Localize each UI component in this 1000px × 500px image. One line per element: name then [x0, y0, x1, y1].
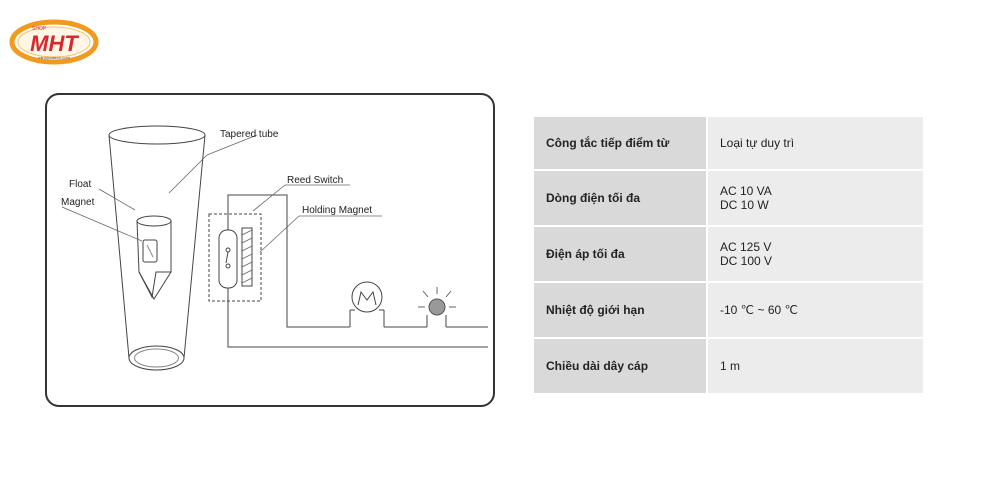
reed-switch-box: [209, 214, 261, 301]
label-holding-magnet: Holding Magnet: [302, 205, 373, 216]
reed-switch: [219, 230, 237, 288]
spec-value: -10 ℃ ~ 60 ℃: [706, 283, 923, 337]
logo-url-text: minhhoatech.com: [38, 55, 70, 60]
label-tapered-tube: Tapered tube: [220, 129, 279, 140]
spec-value: AC 10 VA DC 10 W: [706, 171, 923, 225]
table-row: [534, 227, 923, 281]
label-float: Float: [69, 179, 92, 190]
motor-symbol: [350, 282, 384, 327]
table-row: [534, 283, 923, 337]
spec-label: Dòng điện tối đa: [534, 171, 706, 225]
table-row: [534, 171, 923, 225]
spec-table: [534, 115, 923, 395]
spec-value: AC 125 V DC 100 V: [706, 227, 923, 281]
logo-small-text: SHOP: [32, 26, 47, 32]
float: [137, 216, 171, 299]
spec-label: Điện áp tối đa: [534, 227, 706, 281]
circuit-wiring: [228, 195, 488, 347]
spec-label: Công tắc tiếp điểm từ: [534, 117, 706, 169]
spec-value: 1 m: [706, 339, 923, 393]
table-row: [534, 339, 923, 393]
spec-value: Loại tự duy trì: [706, 117, 923, 169]
holding-magnet: [242, 228, 252, 286]
label-magnet: Magnet: [61, 197, 95, 208]
label-reed-switch: Reed Switch: [287, 175, 344, 186]
spec-label: Nhiệt độ giới hạn: [534, 283, 706, 337]
float-switch-diagram: [45, 93, 495, 407]
spec-label: Chiều dài dây cáp: [534, 339, 706, 393]
lamp-symbol: [418, 287, 456, 327]
logo-main-text: MHT: [30, 31, 78, 56]
brand-logo[interactable]: [8, 14, 100, 70]
table-row: [534, 117, 923, 169]
